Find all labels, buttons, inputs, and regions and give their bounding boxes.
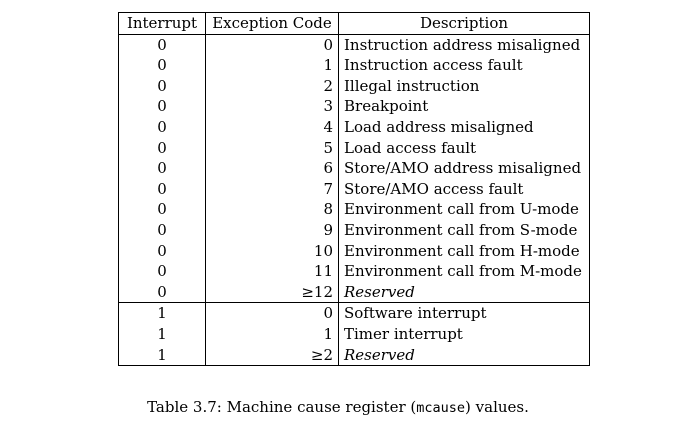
exception-code-cell: 0 — [206, 303, 339, 324]
description-cell: Reserved — [339, 345, 590, 366]
table-row — [119, 199, 590, 220]
description-cell: Environment call from M-mode — [339, 261, 590, 282]
table-row — [119, 158, 590, 179]
exception-code-cell: 0 — [206, 34, 339, 55]
table-row — [119, 76, 590, 97]
header-row — [119, 13, 590, 35]
table-row — [119, 324, 590, 345]
description-cell: Load access fault — [339, 138, 590, 159]
interrupt-cell: 1 — [119, 324, 206, 345]
table-row — [119, 303, 590, 324]
description-cell: Instruction access fault — [339, 55, 590, 76]
interrupt-cell: 0 — [119, 179, 206, 200]
mcause-values-table — [118, 12, 590, 366]
header-description: Description — [339, 13, 590, 35]
exception-code-cell: 9 — [206, 220, 339, 241]
exception-code-cell: 6 — [206, 158, 339, 179]
interrupt-cell: 0 — [119, 76, 206, 97]
table-body — [119, 34, 590, 366]
caption-prefix: Table 3.7: Machine cause register ( — [147, 398, 417, 416]
description-cell: Reserved — [339, 282, 590, 303]
table-row — [119, 117, 590, 138]
description-cell: Breakpoint — [339, 96, 590, 117]
table-row — [119, 138, 590, 159]
interrupt-cell: 0 — [119, 96, 206, 117]
interrupt-cell: 1 — [119, 303, 206, 324]
header-exception-code: Exception Code — [206, 13, 339, 35]
table-caption — [0, 398, 676, 416]
table-row — [119, 34, 590, 55]
caption-suffix: ) values. — [465, 398, 529, 416]
table-row — [119, 55, 590, 76]
interrupt-cell: 0 — [119, 117, 206, 138]
caption-code: mcause — [416, 400, 466, 416]
interrupt-cell: 0 — [119, 55, 206, 76]
exception-code-cell: 11 — [206, 261, 339, 282]
description-cell: Store/AMO address misaligned — [339, 158, 590, 179]
table-row — [119, 220, 590, 241]
exception-code-cell: 3 — [206, 96, 339, 117]
table-row — [119, 345, 590, 366]
description-cell: Environment call from S-mode — [339, 220, 590, 241]
interrupt-cell: 0 — [119, 261, 206, 282]
interrupt-cell: 0 — [119, 241, 206, 262]
description-cell: Software interrupt — [339, 303, 590, 324]
table-row — [119, 261, 590, 282]
description-cell: Load address misaligned — [339, 117, 590, 138]
exception-code-cell: 1 — [206, 55, 339, 76]
description-cell: Timer interrupt — [339, 324, 590, 345]
interrupt-cell: 0 — [119, 199, 206, 220]
exception-code-cell: ≥2 — [206, 345, 339, 366]
description-cell: Environment call from H-mode — [339, 241, 590, 262]
exception-code-cell: 10 — [206, 241, 339, 262]
exception-code-cell: 4 — [206, 117, 339, 138]
interrupt-cell: 0 — [119, 138, 206, 159]
exception-code-cell: 7 — [206, 179, 339, 200]
exception-code-cell: 5 — [206, 138, 339, 159]
exception-code-cell: 1 — [206, 324, 339, 345]
description-cell: Store/AMO access fault — [339, 179, 590, 200]
exception-code-cell: 8 — [206, 199, 339, 220]
exception-code-cell: ≥12 — [206, 282, 339, 303]
table-row — [119, 241, 590, 262]
table-row — [119, 179, 590, 200]
table-row — [119, 96, 590, 117]
description-cell: Illegal instruction — [339, 76, 590, 97]
exception-code-cell: 2 — [206, 76, 339, 97]
table-row — [119, 282, 590, 303]
interrupt-cell: 0 — [119, 158, 206, 179]
header-interrupt: Interrupt — [119, 13, 206, 35]
description-cell: Environment call from U-mode — [339, 199, 590, 220]
description-cell: Instruction address misaligned — [339, 34, 590, 55]
table-header — [119, 13, 590, 35]
interrupt-cell: 0 — [119, 220, 206, 241]
interrupt-cell: 0 — [119, 282, 206, 303]
interrupt-cell: 1 — [119, 345, 206, 366]
interrupt-cell: 0 — [119, 34, 206, 55]
